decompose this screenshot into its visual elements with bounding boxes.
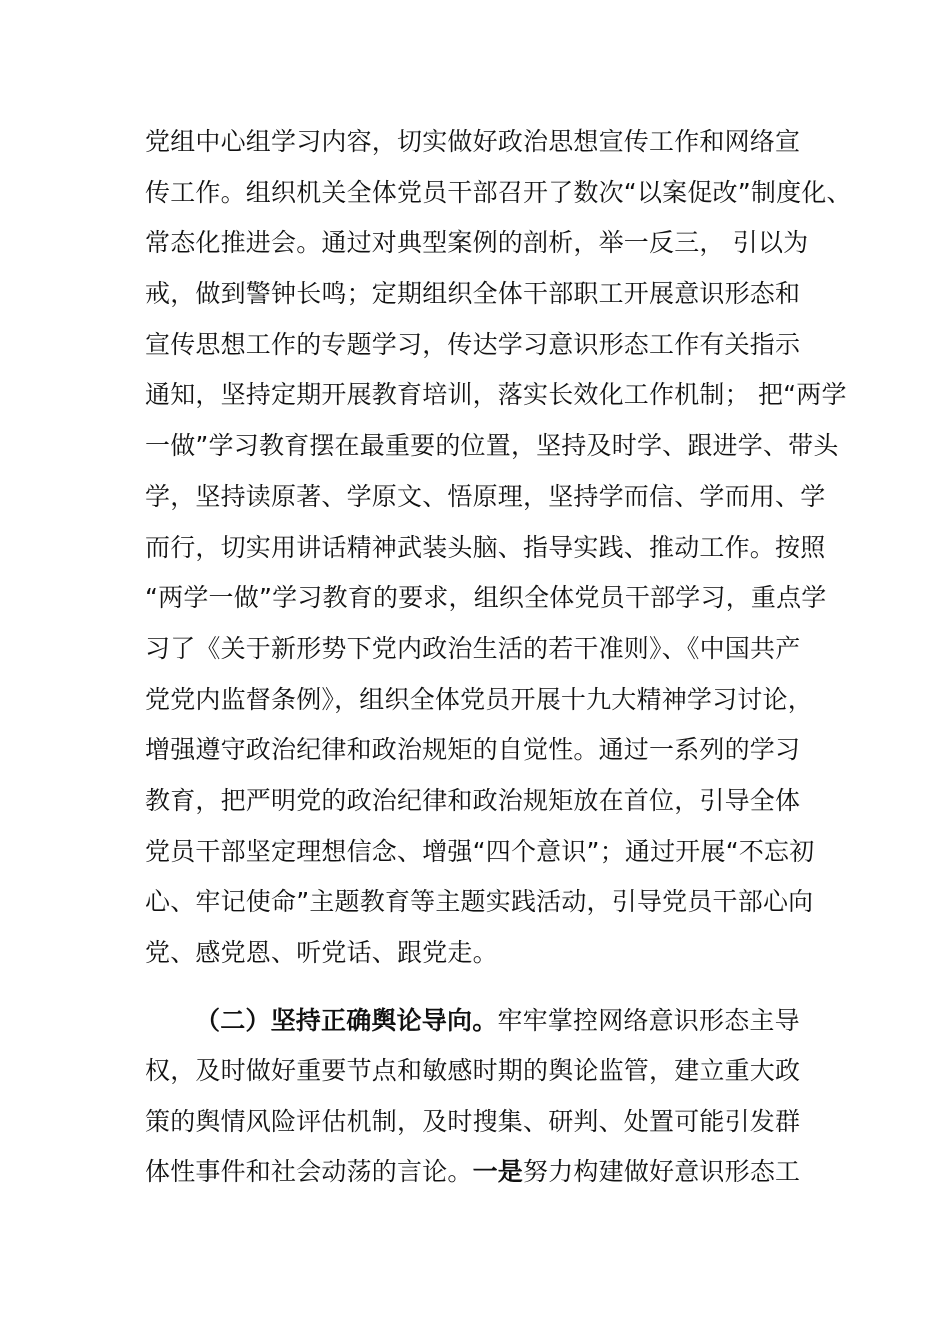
paragraph-line: 习了《关于新形势下党内政治生活的若干准则》、《中国共产: [145, 634, 801, 663]
paragraph-line: 党员干部坚定理想信念、增强“四个意识”；通过开展“不忘初: [145, 837, 815, 866]
paragraph-line: 策的舆情风险评估机制，及时搜集、研判、处置可能引发群: [145, 1107, 801, 1136]
section-text: 体性事件和社会动荡的言论。: [145, 1157, 473, 1186]
paragraph-line: 常态化推进会。通过对典型案例的剖析，举一反三， 引以为: [145, 228, 809, 257]
section-text: 牢牢掌控网络意识形态主导: [497, 1006, 800, 1035]
paragraph-line: 一做”学习教育摆在最重要的位置，坚持及时学、跟进学、带头: [145, 431, 839, 460]
paragraph-line: “两学一做”学习教育的要求，组织全体党员干部学习，重点学: [145, 583, 827, 612]
section-heading: （二）坚持正确舆论导向。: [195, 1006, 498, 1035]
paragraph-line: 学，坚持读原著、学原文、悟原理，坚持学而信、学而用、学: [145, 482, 826, 511]
paragraph-line: 传工作。组织机关全体党员干部召开了数次“以案促改”制度化、: [145, 178, 852, 207]
paragraph-line: 党组中心组学习内容，切实做好政治思想宣传工作和网络宣: [145, 127, 801, 156]
paragraph-line: [145, 1156, 800, 1188]
section-line: [195, 1005, 800, 1037]
paragraph-line: 权，及时做好重要节点和敏感时期的舆论监管，建立重大政: [145, 1056, 801, 1085]
paragraph-line: 党党内监督条例》，组织全体党员开展十九大精神学习讨论，: [145, 685, 813, 714]
section-text: 努力构建做好意识形态工: [523, 1157, 801, 1186]
paragraph-line: 通知，坚持定期开展教育培训，落实长效化工作机制； 把“两学: [145, 380, 847, 409]
paragraph-line: 宣传思想工作的专题学习，传达学习意识形态工作有关指示: [145, 330, 801, 359]
paragraph-line: 教育，把严明党的政治纪律和政治规矩放在首位，引导全体: [145, 786, 801, 815]
emphasis-text: 一是: [472, 1157, 524, 1186]
paragraph-line: 增强遵守政治纪律和政治规矩的自觉性。通过一系列的学习: [145, 735, 801, 764]
paragraph-line: 党、感党恩、听党话、跟党走。: [145, 938, 498, 967]
paragraph-line: 戒，做到警钟长鸣；定期组织全体干部职工开展意识形态和: [145, 279, 801, 308]
paragraph-line: 心、牢记使命”主题教育等主题实践活动，引导党员干部心向: [145, 887, 814, 916]
paragraph-line: 而行，切实用讲话精神武装头脑、指导实践、推动工作。按照: [145, 533, 826, 562]
